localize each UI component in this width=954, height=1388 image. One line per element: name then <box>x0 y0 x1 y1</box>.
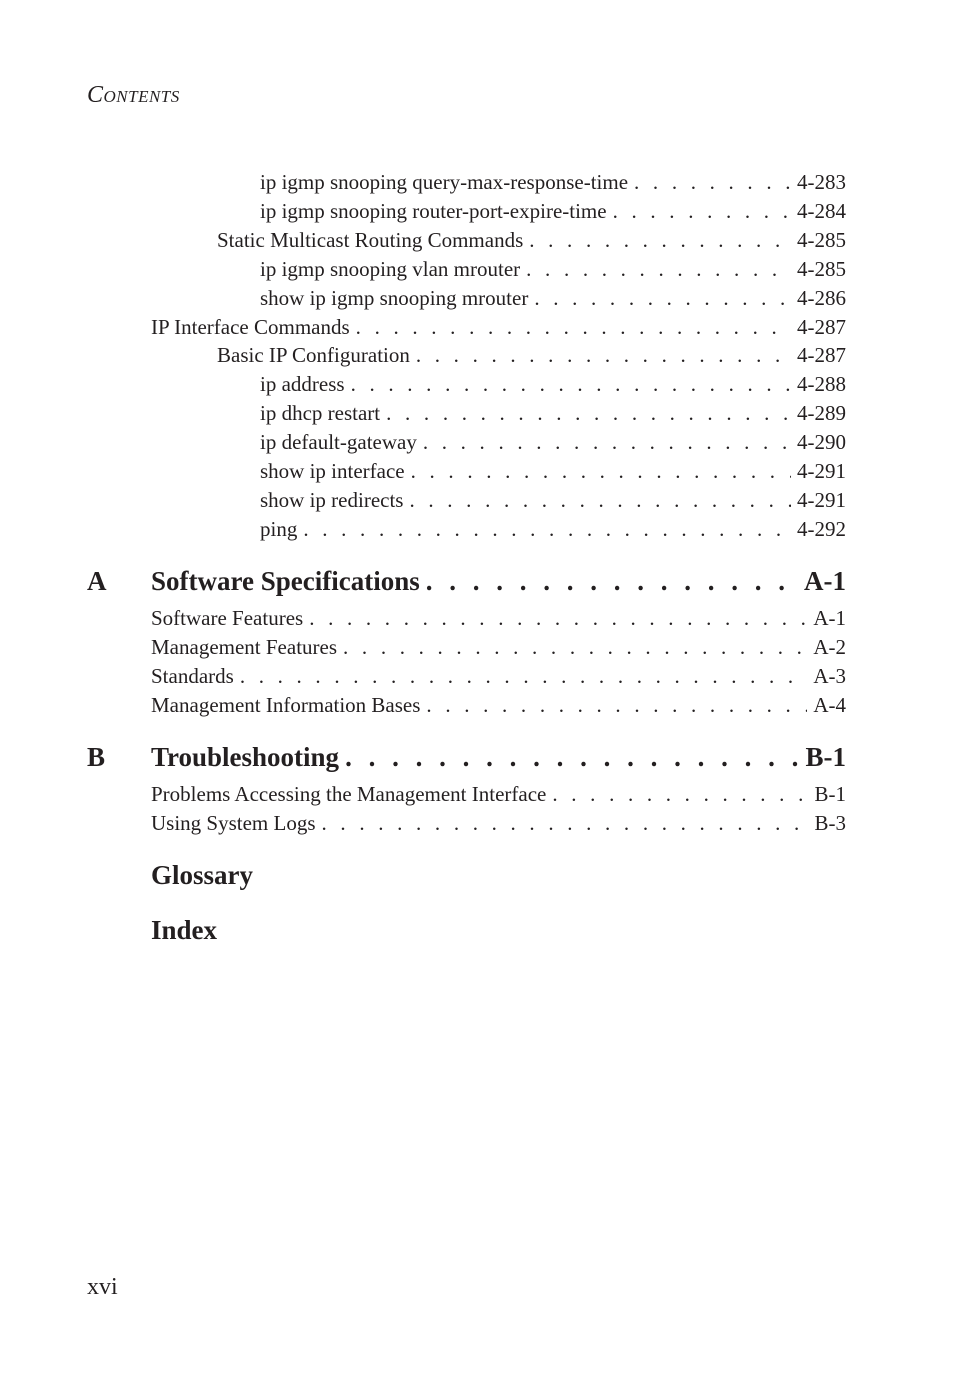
toc-entry-label: ip address <box>260 372 345 396</box>
toc-entry-label: ip igmp snooping query-max-response-time <box>260 170 629 194</box>
toc-entry[interactable] <box>260 428 846 456</box>
dot-leader <box>356 313 791 341</box>
toc-entry-page: 4-291 <box>797 488 846 512</box>
toc-entry[interactable] <box>260 399 846 427</box>
toc-entry[interactable] <box>151 313 846 341</box>
toc-entry-page: A-4 <box>813 693 846 717</box>
toc-entry[interactable] <box>260 486 846 514</box>
dot-leader <box>634 168 791 196</box>
toc-entry-label: ip igmp snooping vlan mrouter <box>260 257 521 281</box>
appendix-heading[interactable] <box>151 739 846 775</box>
dot-leader <box>322 809 809 837</box>
toc-entry-label: show ip redirects <box>260 488 404 512</box>
dot-leader <box>526 255 791 283</box>
toc-entry-label: IP Interface Commands <box>151 315 350 339</box>
dot-leader <box>309 604 807 632</box>
appendix-page: A-1 <box>804 566 846 596</box>
glossary-heading[interactable]: Glossary <box>151 860 254 890</box>
toc-entry[interactable] <box>260 168 846 196</box>
toc-entry-page: A-1 <box>813 606 846 630</box>
toc-entry-page: 4-290 <box>797 430 846 454</box>
toc-entry-page: 4-285 <box>797 228 846 252</box>
appendix-title: Troubleshooting <box>151 742 340 772</box>
toc-entry-label: ip igmp snooping router-port-expire-time <box>260 199 607 223</box>
toc-entry[interactable] <box>217 226 846 254</box>
toc-entry-page: 4-288 <box>797 372 846 396</box>
toc-entry-page: 4-292 <box>797 517 846 541</box>
appendix-page: B-1 <box>805 742 846 772</box>
toc-entry-label: Basic IP Configuration <box>217 343 410 367</box>
toc-entry[interactable] <box>151 662 846 690</box>
toc-entry-label: Management Information Bases <box>151 693 421 717</box>
appendix-letter: A <box>87 566 107 596</box>
page-number: xvi <box>87 1274 118 1300</box>
toc-entry-label: ping <box>260 517 298 541</box>
toc-entry-page: A-3 <box>813 664 846 688</box>
toc-entry[interactable] <box>260 370 846 398</box>
toc-entry-label: show ip igmp snooping mrouter <box>260 286 529 310</box>
dot-leader <box>426 691 807 719</box>
toc-entry[interactable] <box>151 780 846 808</box>
toc-entry-label: Standards <box>151 664 234 688</box>
toc-entry-page: A-2 <box>813 635 846 659</box>
toc-entry-page: 4-285 <box>797 257 846 281</box>
appendix-heading[interactable] <box>151 563 846 599</box>
dot-leader <box>534 284 791 312</box>
toc-entry-page: B-3 <box>814 811 846 835</box>
dot-leader <box>409 486 791 514</box>
dot-leader <box>416 341 791 369</box>
running-header: Contents <box>87 82 180 108</box>
dot-leader <box>343 633 807 661</box>
toc-entry-page: 4-287 <box>797 315 846 339</box>
toc-entry[interactable] <box>260 197 846 225</box>
dot-leader <box>411 457 791 485</box>
dot-leader <box>529 226 791 254</box>
toc-entry-page: 4-287 <box>797 343 846 367</box>
toc-entry[interactable] <box>151 633 846 661</box>
dot-leader <box>613 197 791 225</box>
toc-entry-page: 4-284 <box>797 199 846 223</box>
toc-entry-label: Software Features <box>151 606 304 630</box>
toc-entry[interactable] <box>260 515 846 543</box>
dot-leader <box>303 515 791 543</box>
toc-entry[interactable] <box>260 284 846 312</box>
dot-leader <box>345 739 801 775</box>
toc-entry-label: Static Multicast Routing Commands <box>217 228 524 252</box>
toc-entry-label: Problems Accessing the Management Interface <box>151 782 547 806</box>
toc-entry-label: Using System Logs <box>151 811 316 835</box>
dot-leader <box>423 428 791 456</box>
toc-entry-page: 4-283 <box>797 170 846 194</box>
toc-entry-page: B-1 <box>814 782 846 806</box>
index-heading[interactable]: Index <box>151 915 218 945</box>
toc-entry-label: ip default-gateway <box>260 430 417 454</box>
dot-leader <box>240 662 808 690</box>
dot-leader <box>386 399 791 427</box>
toc-entry-page: 4-286 <box>797 286 846 310</box>
toc-entry-label: Management Features <box>151 635 338 659</box>
dot-leader <box>552 780 808 808</box>
appendix-letter: B <box>87 742 106 772</box>
toc-entry[interactable] <box>151 691 846 719</box>
dot-leader <box>351 370 791 398</box>
toc-entry-page: 4-291 <box>797 459 846 483</box>
toc-entry-label: show ip interface <box>260 459 405 483</box>
toc-entry[interactable] <box>260 457 846 485</box>
toc-entry-page: 4-289 <box>797 401 846 425</box>
dot-leader <box>426 563 800 599</box>
toc-entry-label: ip dhcp restart <box>260 401 381 425</box>
appendix-title: Software Specifications <box>151 566 420 596</box>
toc-entry[interactable] <box>151 809 846 837</box>
toc-entry[interactable] <box>260 255 846 283</box>
toc-entry[interactable] <box>217 341 846 369</box>
toc-entry[interactable] <box>151 604 846 632</box>
